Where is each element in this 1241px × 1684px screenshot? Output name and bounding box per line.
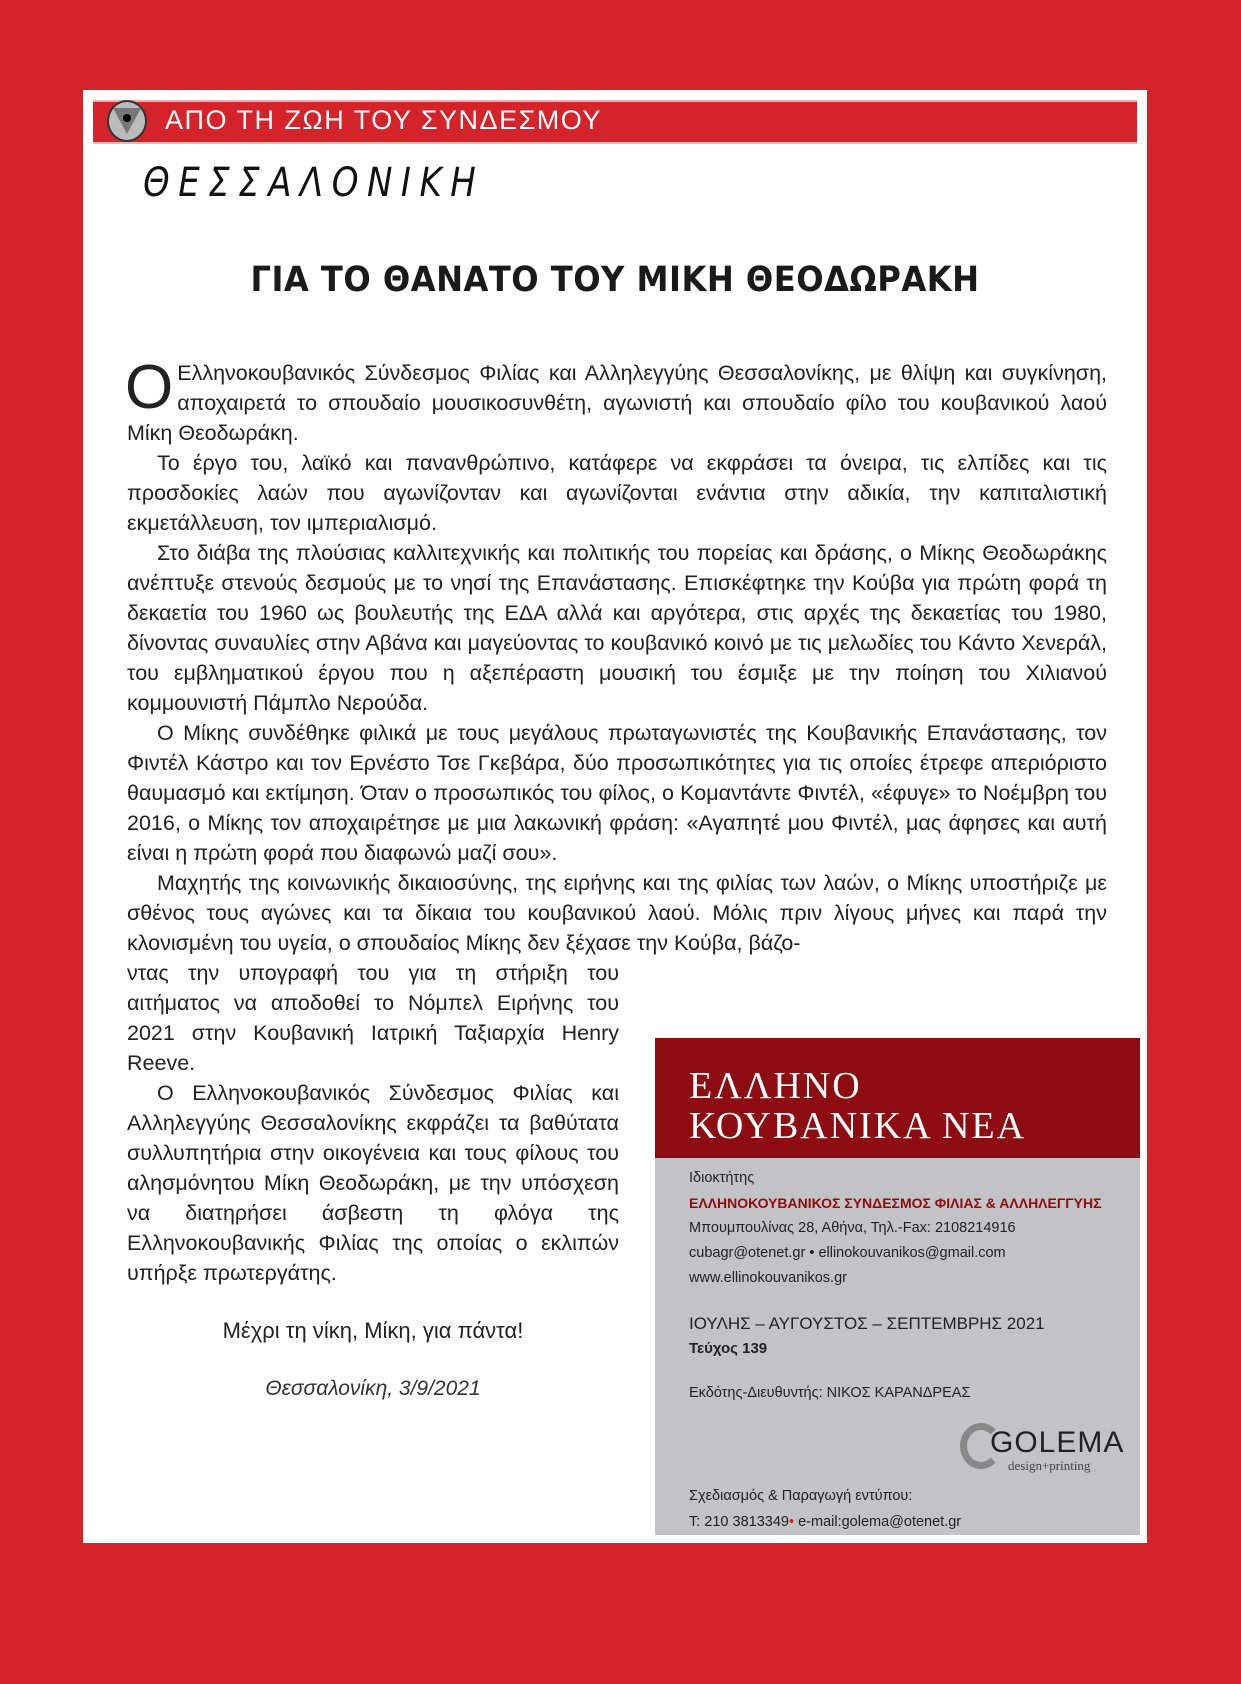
phone: T: 210 3813349: [689, 1514, 789, 1530]
paragraph: [125, 353, 1107, 448]
star-icon: [123, 114, 131, 122]
paragraph: Ο Ελληνοκουβανικός Σύνδεσμος Φιλίας και Αλληλεγγύης Θεσσαλονίκης εκφράζει τα βαθύτατα συλλυπητήρια στην οικογένεια και τους φίλους του αλησμόνητου Μίκη Θεοδωράκη, με την υπόσχεση να διατηρήσει άσβεστη τη φλόγα της Ελληνοκουβανικής Φιλίας της οποίας ο εκλιπών υπήρξε πρωτεργάτης.: [127, 1081, 619, 1285]
masthead-line: ΚΟΥΒΑΝΙΚΑ ΝΕΑ: [689, 1105, 1027, 1147]
paragraph: Στο διάβα της πλούσιας καλλιτεχνικής και πολιτικής του πορείας και δράσης, ο Μίκης Θεοδωράκης ανέπτυξε στενούς δεσμούς με το νησί της Επανάστασης. Επισκέφτηκε την Κούβα για πρώτη φορά τη δεκαετία του 1960 ως βουλευτής της ΕΔΑ αλλά και αργότερα, στις αρχές της δεκαετίας του 1980, δίνοντας συναυλίες στην Αβάνα και μαγεύοντας το κουβανικό κοινό με τις μελωδίες του Κάντο Χενεράλ, του εμβληματικού έργου που η αξεπέραστη μουσική του έσμιξε με την ποίηση του Χιλιανού κομμουνιστή Πάμπλο Νερούδα.: [127, 541, 1107, 715]
paragraph: Ο Μίκης συνδέθηκε φιλικά με τους μεγάλους πρωταγωνιστές της Κουβανικής Επανάστασης, τον Φιντέλ Κάστρο και τον Ερνέστο Τσε Γκεβάρα, δύο προσωπικότητες για τις οποίες έτρεφε απεριόριστο θαυμασμό και εκτίμηση. Όταν ο προσωπικός του φίλος, ο Κομαντάντε Φιντέλ, «έφυγε» το Νοέμβρη του 2016, ο Μίκης τον αποχαιρέτησε με μια λακωνική φράση: «Αγαπητέ μου Φιντέλ, μας άφησες και αυτή είναι η πρώτη φορά που διαφωνώ μαζί σου».: [127, 721, 1107, 865]
emails: cubagr@otenet.gr • ellinokouvanikos@gmail.com: [689, 1245, 1006, 1261]
article-title: ΓΙΑ ΤΟ ΘΑΝΑΤΟ ΤΟΥ ΜΙΚΗ ΘΕΟΔΩΡΑΚΗ: [250, 260, 980, 300]
masthead-info: [655, 1158, 1140, 1406]
design-credits: [689, 1483, 961, 1535]
masthead-line: ΕΛΛΗΝΟ: [689, 1065, 862, 1107]
paragraph: Το έργο του, λαϊκό και πανανθρώπινο, κατάφερε να εκφράσει τα όνειρα, τις ελπίδες και τις προσδοκίες λαών που αγωνίζονταν και αγωνίζονται ενάντια στην αδικία, την καπιταλιστική εκμετάλλευση, τον ιμπεριαλισμό.: [127, 451, 1107, 535]
masthead-title: [655, 1038, 1140, 1158]
section-header-bar: [93, 100, 1137, 144]
emblem-icon: [107, 100, 147, 142]
logo-tagline: design+printing: [1008, 1458, 1091, 1473]
printer-logo: [960, 1423, 1125, 1473]
article-body-left-column: [127, 958, 619, 1288]
logo-name: GOLEMA: [990, 1426, 1125, 1459]
owner-label: Ιδιοκτήτης: [689, 1170, 755, 1186]
owner-name: ΕΛΛΗΝΟΚΟΥΒΑΝΙΚΟΣ ΣΥΝΔΕΣΜΟΣ ΦΙΛΙΑΣ & ΑΛΛΗΛΕΓΓΥΗΣ: [689, 1195, 1102, 1211]
place-date: Θεσσαλονίκη, 3/9/2021: [265, 1377, 481, 1400]
bullet-icon: •: [788, 1514, 795, 1530]
issue-number: Τεύχος 139: [689, 1340, 768, 1357]
design-contact: [689, 1509, 961, 1535]
city-heading: ΘΕΣΣΑΛΟΝΙΚΗ: [143, 160, 485, 206]
issue-period: ΙΟΥΛΗΣ – ΑΥΓΟΥΣΤΟΣ – ΣΕΠΤΕΜΒΡΗΣ 2021: [689, 1314, 1045, 1333]
editor-name: ΝΙΚΟΣ ΚΑΡΑΝΔΡΕΑΣ: [826, 1385, 971, 1401]
design-label: Σχεδιασμός & Παραγωγή εντύπου:: [689, 1488, 913, 1504]
section-title: ΑΠΟ ΤΗ ΖΩΗ ΤΟΥ ΣΥΝΔΕΣΜΟΥ: [165, 105, 602, 135]
email-link[interactable]: cubagr@otenet.gr: [689, 1245, 806, 1261]
paragraph: Μαχητής της κοινωνικής δικαιοσύνης, της ειρήνης και της φιλίας των λαών, ο Μίκης υποστήριζε με σθένος τους αγώνες και τα δίκαια του κουβανικού λαού. Μόλις πριν λίγους μήνες και παρά την κλονισμένη του υγεία, ο σπουδαίος Μίκης δεν ξέχασε την Κούβα, βάζο-: [127, 871, 1107, 955]
address: Μπουμπουλίνας 28, Αθήνα, Τηλ.-Fax: 2108214916: [689, 1220, 1016, 1236]
masthead-box: [655, 1038, 1140, 1535]
editor-label: Εκδότης-Διευθυντής:: [689, 1385, 823, 1401]
editor: [689, 1381, 1140, 1406]
closing-line: Μέχρι τη νίκη, Μίκη, για πάντα!: [222, 1318, 524, 1343]
page: [83, 90, 1147, 1543]
email-link[interactable]: e-mail:golema@otenet.gr: [798, 1514, 962, 1530]
drop-cap: Ο: [125, 353, 174, 422]
article-body: [125, 353, 1107, 958]
email-link[interactable]: ellinokouvanikos@gmail.com: [818, 1245, 1006, 1261]
paragraph-text: Ελληνοκουβανικός Σύνδεσμος Φιλίας και Αλληλεγγύης Θεσσαλονίκης, με θλίψη και συγκίνηση, αποχαιρετά το σπουδαίο μουσικοσυνθέτη, αγωνιστή και σπουδαίο φίλο του κουβανικού λαού Μίκη Θεοδωράκη.: [127, 361, 1107, 445]
website-link[interactable]: www.ellinokouvanikos.gr: [689, 1270, 847, 1286]
paragraph: ντας την υπογραφή του για τη στήριξη του αιτήματος να αποδοθεί το Νόμπελ Ειρήνης του 2021 στην Κουβανική Ιατρική Ταξιαρχία Henry Reeve.: [127, 961, 619, 1075]
